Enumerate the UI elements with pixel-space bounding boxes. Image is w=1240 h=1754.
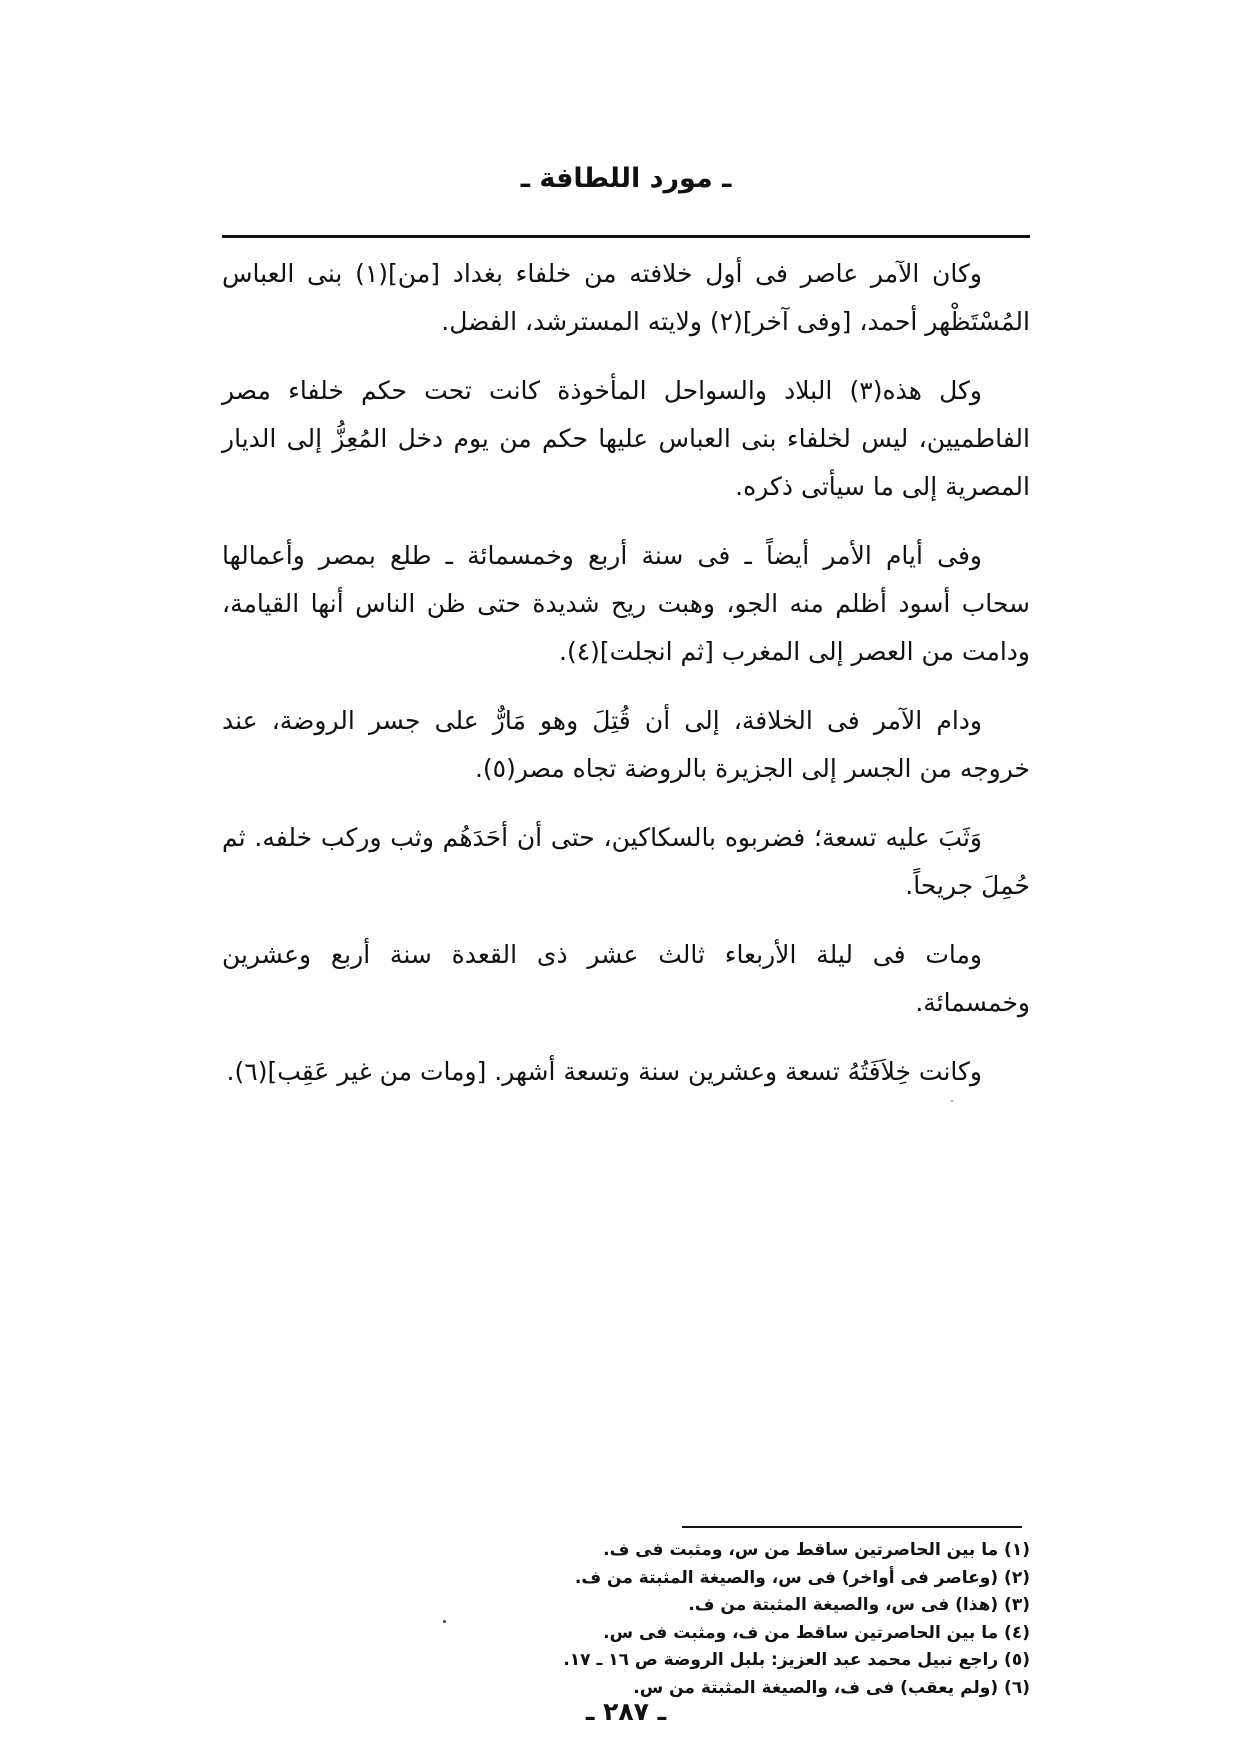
page-number: ـ ٢٨٧ ـ (585, 1697, 667, 1726)
footnote: (٥) راجع نبيل محمد عبد العزيز: بلبل الروضة ص ١٦ ـ ١٧. (563, 1650, 1030, 1670)
paragraph: وكل هذه(٣) البلاد والسواحل المأخوذة كانت تحت حكم خلفاء مصر الفاطميين، ليس لخلفاء بنى العباس عليها حكم من يوم دخل المُعِزُّ إلى الديار المصرية إلى ما سيأتى ذكره. (222, 376, 1030, 501)
footnote: (٦) (ولم يعقب) فى ف، والصيغة المثبتة من س. (633, 1677, 1030, 1698)
header-divider (222, 235, 1030, 238)
paragraph: وَثَبَ عليه تسعة؛ فضربوه بالسكاكين، حتى أن أحَدَهُم وثب وركب خلفه. ثم حُمِلَ جريحاً. (222, 823, 1030, 900)
footnote: (٢) (وعاصر فى أواخر) فى س، والصيغة المثبتة من ف. (574, 1567, 1030, 1588)
footnote: (٣) (هذا) فى س، والصيغة المثبتة من ف. (688, 1595, 1030, 1615)
footnotes (222, 1537, 1030, 1702)
footnote-divider (682, 1526, 1022, 1528)
scan-speck (951, 1100, 953, 1102)
footnote: (٤) ما بين الحاصرتين ساقط من ف، ومثبت فى س. (603, 1622, 1030, 1643)
main-text (222, 250, 1030, 1117)
scan-speck (443, 1620, 446, 1623)
footnote: (١) ما بين الحاصرتين ساقط من س، ومثبت فى ف. (603, 1540, 1030, 1560)
paragraph: وكانت خِلاَفَتُهُ تسعة وعشرين سنة وتسعة أشهر. [ومات من غير عَقِب](٦). (226, 1057, 982, 1086)
running-title: ـ مورد اللطافة ـ (520, 163, 732, 194)
paragraph: ومات فى ليلة الأربعاء ثالث عشر ذى القعدة سنة أربع وعشرين وخمسمائة. (222, 940, 1030, 1017)
paragraph: ودام الآمر فى الخلافة، إلى أن قُتِلَ وهو مَارٌّ على جسر الروضة، عند خروجه من الجسر إلى الجزيرة بالروضة تجاه مصر(٥). (222, 706, 1030, 783)
paragraph: وكان الآمر عاصر فى أول خلافته من خلفاء بغداد [من](١) بنى العباس المُسْتَظْهر أحمد، [وفى آخر](٢) ولايته المسترشد، الفضل. (222, 259, 1030, 336)
paragraph: وفى أيام الأمر أيضاً ـ فى سنة أربع وخمسمائة ـ طلع بمصر وأعمالها سحاب أسود أظلم منه الجو، وهبت ريح شديدة حتى ظن الناس أنها القيامة، ودامت من العصر إلى المغرب [ثم انجلت](٤). (222, 541, 1030, 666)
